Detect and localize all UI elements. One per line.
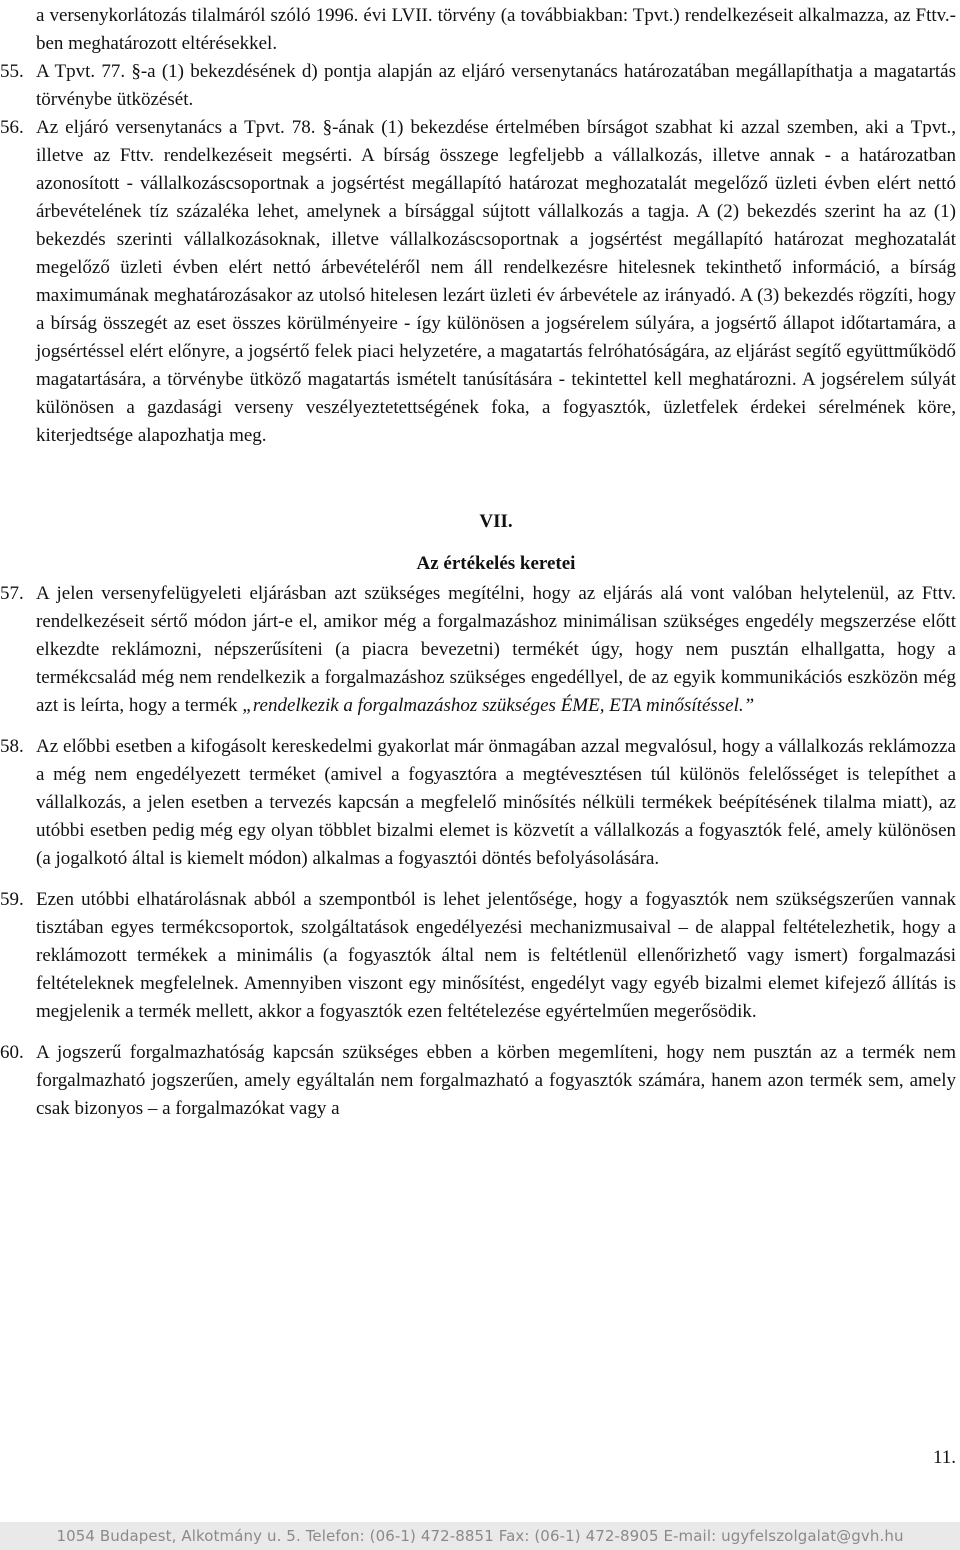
paragraph-55 [0,58,956,114]
section-number: VII. [479,511,513,532]
paragraph-text: A jelen versenyfelügyeleti eljárásban azt szükséges megítélni, hogy az eljárás alá vont valóban helytelenül, az Fttv. rendelkezéseit sértő módon járt-e el, amikor még a forgalmazáshoz minimálisan szükséges engedély megszerzése előtt elkezdte reklámozni, népszerűsíteni (a piacra bevezetni) termékét úgy, hogy nem pusztán elhallgatta, hogy a termékcsalád még nem rendelkezik a forgalmazáshoz szükséges engedéllyel, de az egyik kommunikációs eszközön még azt is leírta, hogy a termék [36,583,956,716]
paragraph-text: Az eljáró versenytanács a Tpvt. 78. §-ának (1) bekezdése értelmében bírságot szabhat ki azzal szemben, aki a Tpvt., illetve az Fttv. rendelkezéseit megsérti. A bírság összege legfeljebb a vállalkozás, illetve annak - a határozatban azonosított - vállalkozáscsoportnak a jogsértést megállapító határozat meghozatalát megelőző üzleti évben elért nettó árbevételének tíz százaléka lehet, amelynek a bírsággal sújtott vállalkozás a tagja. A (2) bekezdés szerint ha az (1) bekezdés szerinti vállalkozásoknak, illetve vállalkozáscsoportnak a jogsértést megállapító határozat meghozatalát megelőző üzleti évben elért nettó árbevételéről nem áll rendelkezésre hitelesnek tekinthető információ, a bírság maximumának meghatározásakor az utolsó hitelesen lezárt üzleti év árbevétele az irányadó. A (3) bekezdés rögzíti, hogy a bírság összegét az eset összes körülményeire - így különösen a jogsérelem súlyára, a jogsértő állapot időtartamára, a jogsértéssel elért előnyre, a jogsértő felek piaci helyzetére, a magatartás felróhatóságára, az eljárást segítő együttműködő magatartására, a törvénybe ütköző magatartás ismételt tanúsítására - tekintettel kell meghatározni. A jogsérelem súlyát különösen a gazdasági verseny veszélyeztetettségének foka, a fogyasztók, üzletfelek érdekei sérelmének köre, kiterjedtsége alapozhatja meg. [36,117,956,446]
paragraph-number: 58. [0,736,24,757]
paragraph-text: Ezen utóbbi elhatárolásnak abból a szempontból is lehet jelentősége, hogy a fogyasztók nem szükségszerűen vannak tisztában egyes termékcsoportok, szolgáltatások engedélyezési mechanizmusaival – de alappal feltételezhetik, hogy a reklámozott termékek a minimális (a fogyasztók által nem is feltétlenül ellenőrizhető vagy ismert) forgalmazási feltételeknek megfelelnek. Amennyiben viszont egy minősítést, engedélyt vagy egyéb bizalmi elemet kifejező állítás is megjelenik a termék mellett, akkor a fogyasztók ezen feltételezése egyértelműen megerősödik. [36,889,956,1022]
paragraph-text: Az előbbi esetben a kifogásolt kereskedelmi gyakorlat már önmagában azzal megvalósul, hogy a vállalkozás reklámozza a még nem engedélyezett terméket (amivel a fogyasztóra a megtévesztésen túl különös felelősséget is telepíthet a vállalkozás, a jelen esetben a tervezés kapcsán a megfelelő minősítés nélküli termékek beépítésének tilalma miatt), az utóbbi esetben pedig még egy olyan többlet bizalmi elemet is közvetít a vállalkozás a fogyasztók felé, amely különösen (a jogalkotó által is kiemelt módon) alkalmas a fogyasztói döntés befolyásolására. [36,736,956,869]
paragraph-text: A Tpvt. 77. §-a (1) bekezdésének d) pontja alapján az eljáró versenytanács határozatában megállapíthatja a magatartás törvénybe ütközését. [36,61,956,110]
paragraph-number: 55. [0,61,24,82]
quoted-claim: „rendelkezik a forgalmazáshoz szükséges ÉME, ETA minősítéssel.” [242,695,755,716]
intro-paragraph: a versenykorlátozás tilalmáról szóló 1996. évi LVII. törvény (a továbbiakban: Tpvt.) rendelkezéseit alkalmazza, az Fttv.-ben meghatározott eltérésekkel. [36,5,956,54]
paragraph-56 [0,114,956,450]
section-title: Az értékelés keretei [416,553,576,574]
paragraph-60 [0,1039,956,1123]
spacer [36,450,956,508]
paragraph-text: A jogszerű forgalmazhatóság kapcsán szükséges ebben a körben megemlíteni, hogy nem pusztán az a termék nem forgalmazható jogszerűen, amely egyáltalán nem forgalmazható a fogyasztók számára, hanem azon termék sem, amely csak bizonyos – a forgalmazókat vagy a [36,1042,956,1119]
paragraph-number: 57. [0,583,24,604]
page-number: 11. [932,1447,956,1468]
paragraph-59 [0,886,956,1026]
paragraph-number: 60. [0,1042,24,1063]
paragraph-57 [0,580,956,720]
paragraph-number: 56. [0,117,24,138]
paragraph-58 [0,733,956,873]
paragraph-number: 59. [0,889,24,910]
footer-contact-bar: 1054 Budapest, Alkotmány u. 5. Telefon: (06-1) 472-8851 Fax: (06-1) 472-8905 E-mail: ugyfelszolgalat@gvh.hu [0,1522,960,1550]
